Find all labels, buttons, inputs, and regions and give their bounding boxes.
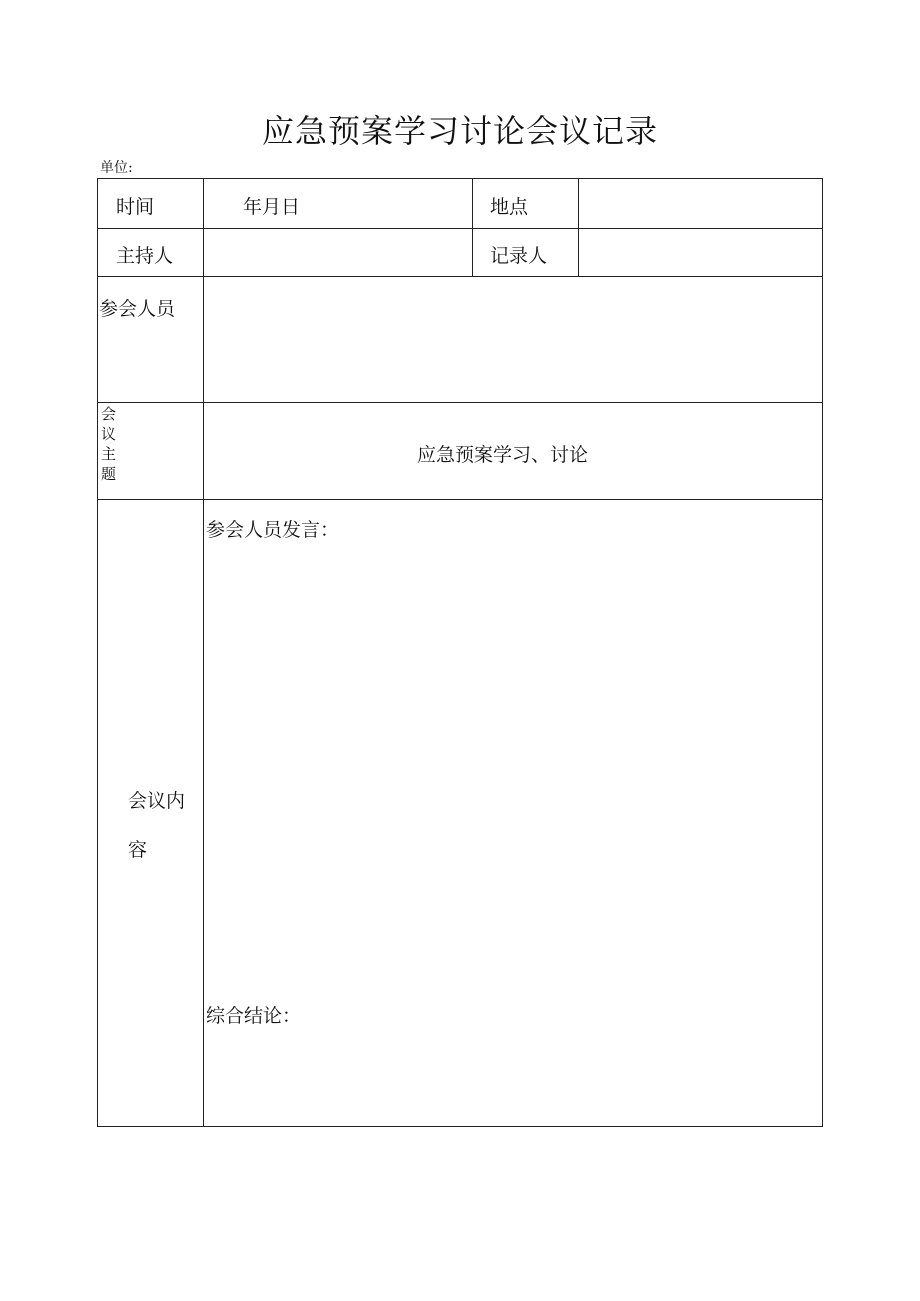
recorder-field[interactable]: [588, 241, 813, 265]
location-field[interactable]: [588, 192, 813, 216]
row-divider: [98, 228, 822, 229]
column-divider: [203, 179, 204, 1126]
meeting-record-form: [97, 178, 823, 1127]
column-divider: [472, 179, 473, 276]
column-divider: [578, 179, 579, 276]
attendees-field[interactable]: [213, 287, 813, 387]
speeches-label: 参会人员发言：: [206, 519, 340, 541]
unit-label: 单位:: [100, 160, 133, 176]
topic-field[interactable]: 应急预案学习、讨论: [417, 444, 589, 466]
host-label: 主持人: [116, 245, 174, 267]
conclusion-label: 综合结论：: [206, 1005, 302, 1027]
date-field[interactable]: 年月日: [243, 196, 301, 218]
row-divider: [98, 276, 822, 277]
row-divider: [98, 499, 822, 500]
content-label-line1: 会议内: [128, 790, 186, 812]
recorder-label: 记录人: [490, 245, 548, 267]
location-label: 地点: [490, 196, 529, 218]
host-field[interactable]: [213, 241, 463, 265]
time-label: 时间: [116, 196, 155, 218]
row-divider: [98, 402, 822, 403]
page-title: 应急预案学习讨论会议记录: [261, 112, 658, 150]
topic-label: 会议主题: [101, 405, 117, 483]
attendees-label: 参会人员: [99, 298, 176, 320]
content-label-line2: 容: [128, 839, 148, 861]
